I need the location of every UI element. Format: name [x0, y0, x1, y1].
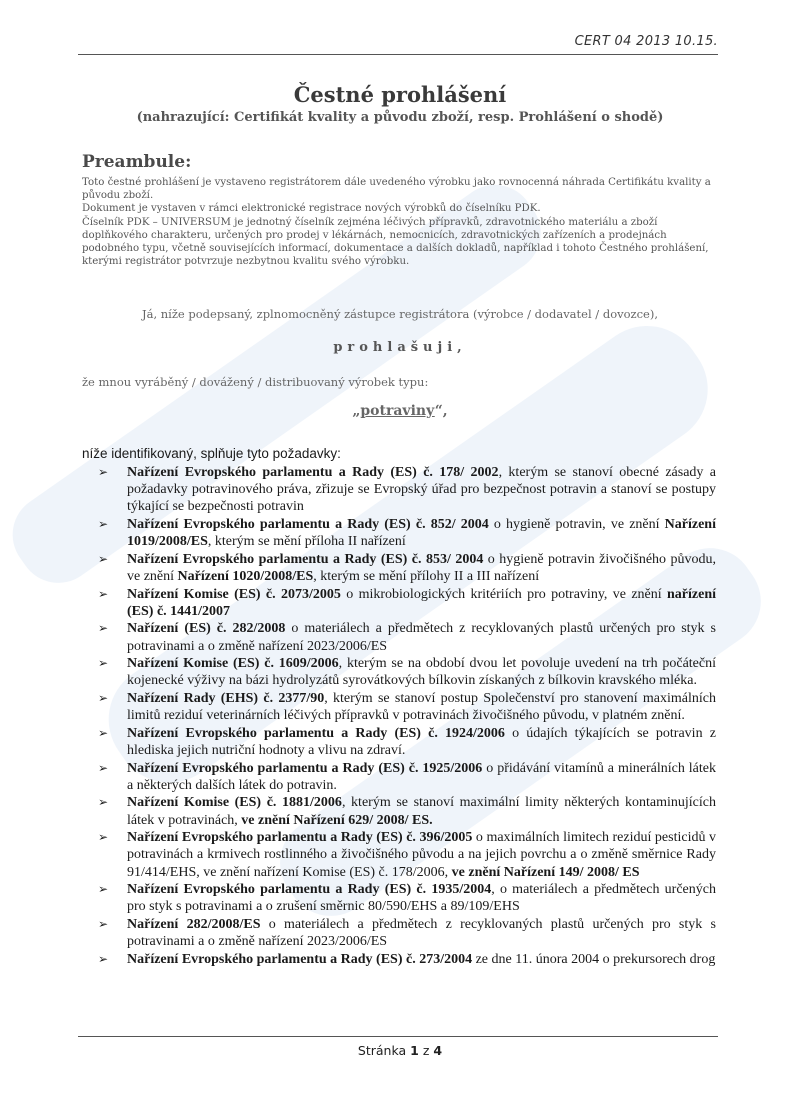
requirement-item: ➢ Nařízení Evropského parlamentu a Rady (ES) č. 853/ 2004 o hygieně potravin živočišného původu, ve znění Nařízení 1020/2008/ES, kterým se mění přílohy II a III nařízení — [98, 551, 717, 584]
page-number: 1 — [410, 1043, 419, 1058]
requirement-item: ➢ Nařízení Komise (ES) č. 2073/2005 o mikrobiologických kritériích pro potraviny, ve znění nařízení (ES) č. 1441/2007 — [98, 586, 716, 619]
preamble-paragraph: Dokument je vystaven v rámci elektronické registrace nových výrobků do číselníku PDK. — [82, 203, 541, 215]
document-title: Čestné prohlášení — [293, 82, 507, 107]
page-footer: Stránka 1 z 4 — [357, 1043, 443, 1058]
arrow-bullet-icon: ➢ — [98, 551, 109, 566]
requirement-item: ➢ Nařízení Evropského parlamentu a Rady (ES) č. 178/ 2002, kterým se stanoví obecné zásady a požadavky potravinového práva, zřizuje se Evropský úřad pro bezpečnost potravin a stanoví se postupy týkající se bezpečnosti potravin — [98, 465, 716, 515]
product-type: „potraviny“, — [352, 403, 448, 419]
preamble-text — [82, 176, 722, 268]
arrow-bullet-icon: ➢ — [98, 690, 109, 705]
declarant-statement: Já, níže podepsaný, zplnomocněný zástupce registrátora (výrobce / dodavatel / dovozce), — [142, 307, 658, 321]
requirement-item: ➢ Nařízení Evropského parlamentu a Rady (ES) č. 273/2004 ze dne 11. února 2004 o prekursorech drog — [98, 951, 716, 967]
product-type-value: potraviny — [360, 403, 435, 419]
preamble-paragraph: Toto čestné prohlášení je vystaveno registrátorem dále uvedeného výrobku jako rovnocenná náhrada Certifikátu kvality a původu zboží. — [82, 177, 711, 202]
requirement-item: ➢ Nařízení Evropského parlamentu a Rady (ES) č. 1924/2006 o údajích týkajících se potravin z hlediska jejich nutriční hodnoty a vlivu na zdraví. — [98, 725, 716, 758]
requirement-item: ➢ Nařízení 282/2008/ES o materiálech a předmětech z recyklovaných plastů určených pro styk s potravinami a o změně nařízení 2023/2006/ES — [98, 916, 716, 950]
arrow-bullet-icon: ➢ — [98, 621, 109, 636]
document-code: CERT 04 2013 10.15. — [574, 34, 718, 49]
requirement-item: ➢ Nařízení Evropského parlamentu a Rady (ES) č. 396/2005 o maximálních limitech reziduí pesticidů v potravinách a krmivech rostlinného a živočišného původu a na jejich povrchu a o změně směrnice Rady 91/414/EHS, ve znění nařízení Komise (ES) č. 178/2006, ve znění Nařízení 149/ 2008/ ES — [98, 830, 716, 880]
preamble-paragraph: Číselník PDK – UNIVERSUM je jednotný číselník zejména léčivých přípravků, zdravotnického materiálu a zboží doplňkového charakteru, určených pro prodej v lékárnách, nemocnicích, zdravotnických zařízeních a prodejnách podobného typu, včetně souvisejících informací, dokumentace a dalších dokladů, například i tohoto Čestného prohlášení, kterými registrátor potvrzuje nezbytnou kvalitu svého výrobku. — [82, 216, 709, 268]
requirement-item: ➢ Nařízení Evropského parlamentu a Rady (ES) č. 1925/2006 o přidávání vitamínů a minerálních látek a některých dalších látek do potravin. — [98, 760, 716, 793]
document-subtitle: (nahrazující: Certifikát kvality a původu zboží, resp. Prohlášení o shodě) — [136, 110, 664, 125]
preamble-heading: Preambule: — [82, 152, 192, 172]
arrow-bullet-icon: ➢ — [98, 830, 109, 845]
requirements-list — [98, 464, 716, 968]
header-divider — [78, 54, 718, 55]
arrow-bullet-icon: ➢ — [98, 916, 109, 931]
arrow-bullet-icon: ➢ — [98, 795, 109, 810]
arrow-bullet-icon: ➢ — [98, 725, 109, 740]
page-total: 4 — [433, 1043, 443, 1058]
declare-word: prohlašuji, — [333, 340, 467, 355]
arrow-bullet-icon: ➢ — [98, 517, 109, 531]
requirement-item: ➢ Nařízení Rady (EHS) č. 2377/90, kterým se stanoví postup Společenství pro stanovení maximálních limitů reziduí veterinárních léčivých přípravků v potravinách živočišného původu, v platném znění. — [98, 690, 716, 724]
requirement-item: ➢ Nařízení (ES) č. 282/2008 o materiálech a předmětech z recyklovaných plastů určených pro styk s potravinami a o změně nařízení 2023/2006/ES — [98, 621, 716, 654]
product-line: že mnou vyráběný / dovážený / distribuovaný výrobek typu: — [82, 375, 429, 389]
requirement-item: ➢ Nařízení Evropského parlamentu a Rady (ES) č. 1935/2004, o materiálech a předmětech určených pro styk s potravinami a o zrušení směrnic 80/590/EHS a 89/109/EHS — [98, 882, 716, 915]
requirement-item: ➢ Nařízení Komise (ES) č. 1609/2006, kterým se na období dvou let povoluje uvedení na trh počáteční kojenecké výživy na bázi hydrolyzátů syrovátkových bílkovin získaných z bílkovin kravského mléka. — [98, 656, 717, 689]
arrow-bullet-icon: ➢ — [98, 586, 109, 601]
arrow-bullet-icon: ➢ — [98, 951, 109, 966]
arrow-bullet-icon: ➢ — [98, 656, 109, 671]
arrow-bullet-icon: ➢ — [98, 465, 109, 479]
arrow-bullet-icon: ➢ — [98, 760, 109, 775]
arrow-bullet-icon: ➢ — [98, 882, 109, 897]
requirement-item: ➢ Nařízení Evropského parlamentu a Rady (ES) č. 852/ 2004 o hygieně potravin, ve znění Nařízení 1019/2008/ES, kterým se mění příloha II nařízení — [98, 517, 716, 550]
requirement-item: ➢ Nařízení Komise (ES) č. 1881/2006, kterým se stanoví maximální limity některých kontaminujících látek v potravinách, ve znění Nařízení 629/ 2008/ ES. — [98, 795, 716, 828]
requirements-intro: níže identifikovaný, splňuje tyto požadavky: — [82, 446, 341, 461]
footer-divider — [78, 1036, 718, 1037]
